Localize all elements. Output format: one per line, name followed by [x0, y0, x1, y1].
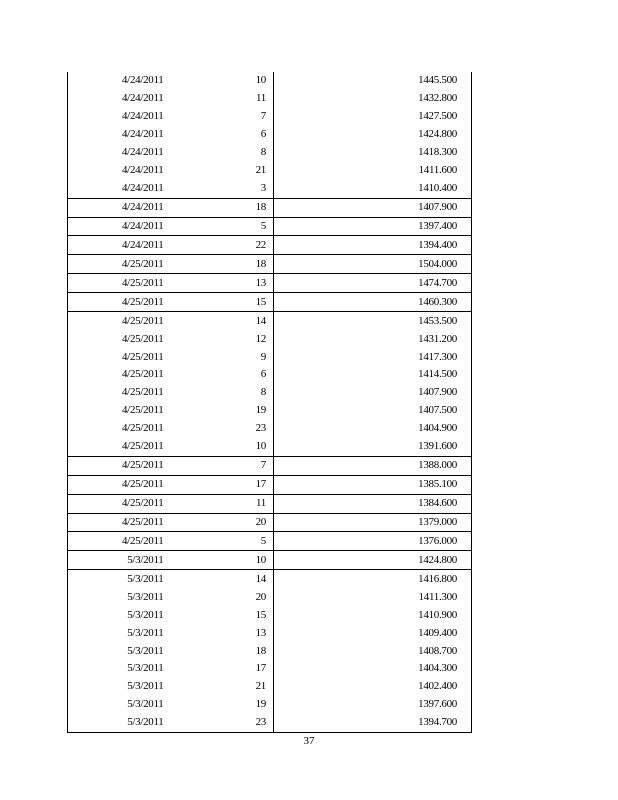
hour-cell: 10 [167, 72, 274, 90]
hour-cell: 15 [167, 606, 274, 624]
price-cell: 1445.500 [274, 72, 472, 90]
price-cell: 1407.900 [274, 198, 472, 217]
table-row [68, 513, 472, 532]
date-cell: 5/3/2011 [68, 588, 167, 606]
price-cell: 1414.500 [274, 366, 472, 384]
table-row [68, 588, 472, 606]
price-cell: 1404.300 [274, 660, 472, 678]
date-cell: 4/24/2011 [68, 162, 167, 180]
table-row [68, 274, 472, 293]
price-cell: 1417.300 [274, 348, 472, 366]
table-row [68, 293, 472, 312]
table-row [68, 570, 472, 588]
date-cell: 4/25/2011 [68, 330, 167, 348]
price-cell: 1410.400 [274, 180, 472, 198]
date-cell: 5/3/2011 [68, 714, 167, 732]
hour-cell: 10 [167, 438, 274, 456]
table-row [68, 642, 472, 660]
hour-cell: 8 [167, 384, 274, 402]
table-row [68, 420, 472, 438]
data-table [67, 72, 472, 733]
price-cell: 1474.700 [274, 274, 472, 293]
hour-cell: 6 [167, 366, 274, 384]
price-cell: 1424.800 [274, 126, 472, 144]
date-cell: 5/3/2011 [68, 678, 167, 696]
hour-cell: 17 [167, 660, 274, 678]
price-cell: 1394.400 [274, 236, 472, 255]
date-cell: 4/25/2011 [68, 366, 167, 384]
date-cell: 4/25/2011 [68, 312, 167, 330]
price-cell: 1376.000 [274, 532, 472, 551]
table-row [68, 660, 472, 678]
date-cell: 4/24/2011 [68, 236, 167, 255]
price-cell: 1385.100 [274, 475, 472, 494]
price-cell: 1384.600 [274, 494, 472, 513]
price-cell: 1407.900 [274, 384, 472, 402]
price-cell: 1418.300 [274, 144, 472, 162]
table-row [68, 126, 472, 144]
hour-cell: 5 [167, 532, 274, 551]
date-cell: 4/25/2011 [68, 402, 167, 420]
hour-cell: 21 [167, 678, 274, 696]
date-cell: 4/24/2011 [68, 198, 167, 217]
date-cell: 5/3/2011 [68, 696, 167, 714]
table-row [68, 198, 472, 217]
hour-cell: 19 [167, 696, 274, 714]
date-cell: 4/25/2011 [68, 494, 167, 513]
date-cell: 4/25/2011 [68, 475, 167, 494]
hour-cell: 14 [167, 570, 274, 588]
date-cell: 4/25/2011 [68, 384, 167, 402]
table-row [68, 180, 472, 198]
hour-cell: 14 [167, 312, 274, 330]
hour-cell: 10 [167, 551, 274, 570]
hour-cell: 22 [167, 236, 274, 255]
table-row [68, 366, 472, 384]
price-cell: 1432.800 [274, 90, 472, 108]
hour-cell: 18 [167, 642, 274, 660]
hour-cell: 15 [167, 293, 274, 312]
date-cell: 4/24/2011 [68, 180, 167, 198]
price-cell: 1397.600 [274, 696, 472, 714]
table-row [68, 72, 472, 90]
date-cell: 4/25/2011 [68, 532, 167, 551]
hour-cell: 17 [167, 475, 274, 494]
date-cell: 4/25/2011 [68, 513, 167, 532]
price-cell: 1404.900 [274, 420, 472, 438]
table-row [68, 108, 472, 126]
table-row [68, 438, 472, 456]
table-row [68, 456, 472, 475]
price-cell: 1460.300 [274, 293, 472, 312]
date-cell: 4/25/2011 [68, 348, 167, 366]
hour-cell: 20 [167, 513, 274, 532]
date-cell: 4/25/2011 [68, 456, 167, 475]
table-row [68, 90, 472, 108]
hour-cell: 11 [167, 90, 274, 108]
hour-cell: 5 [167, 217, 274, 236]
date-cell: 5/3/2011 [68, 624, 167, 642]
price-cell: 1411.600 [274, 162, 472, 180]
date-cell: 5/3/2011 [68, 606, 167, 624]
table-row [68, 475, 472, 494]
hour-cell: 23 [167, 420, 274, 438]
price-cell: 1407.500 [274, 402, 472, 420]
page-number: 37 [303, 735, 315, 747]
date-cell: 5/3/2011 [68, 660, 167, 678]
table-row [68, 551, 472, 570]
hour-cell: 6 [167, 126, 274, 144]
date-cell: 4/24/2011 [68, 90, 167, 108]
date-cell: 4/24/2011 [68, 144, 167, 162]
table-row [68, 714, 472, 732]
price-cell: 1402.400 [274, 678, 472, 696]
price-cell: 1424.800 [274, 551, 472, 570]
date-cell: 4/25/2011 [68, 255, 167, 274]
hour-cell: 7 [167, 456, 274, 475]
table-row [68, 236, 472, 255]
hour-cell: 21 [167, 162, 274, 180]
table-row [68, 494, 472, 513]
price-cell: 1394.700 [274, 714, 472, 732]
date-cell: 4/24/2011 [68, 217, 167, 236]
price-cell: 1504.000 [274, 255, 472, 274]
date-cell: 5/3/2011 [68, 642, 167, 660]
hour-cell: 8 [167, 144, 274, 162]
price-cell: 1397.400 [274, 217, 472, 236]
table-row [68, 255, 472, 274]
hour-cell: 20 [167, 588, 274, 606]
table-row [68, 348, 472, 366]
price-cell: 1409.400 [274, 624, 472, 642]
date-cell: 5/3/2011 [68, 570, 167, 588]
date-cell: 4/24/2011 [68, 126, 167, 144]
table-row [68, 402, 472, 420]
hour-cell: 18 [167, 198, 274, 217]
hour-cell: 13 [167, 624, 274, 642]
date-cell: 4/24/2011 [68, 72, 167, 90]
date-cell: 5/3/2011 [68, 551, 167, 570]
price-cell: 1408.700 [274, 642, 472, 660]
price-cell: 1411.300 [274, 588, 472, 606]
table-row [68, 696, 472, 714]
table-row [68, 312, 472, 330]
price-cell: 1431.200 [274, 330, 472, 348]
price-cell: 1416.800 [274, 570, 472, 588]
hour-cell: 12 [167, 330, 274, 348]
table-row [68, 624, 472, 642]
table-row [68, 330, 472, 348]
hour-cell: 7 [167, 108, 274, 126]
table-row [68, 532, 472, 551]
price-cell: 1410.900 [274, 606, 472, 624]
price-cell: 1388.000 [274, 456, 472, 475]
table-row [68, 162, 472, 180]
hour-cell: 18 [167, 255, 274, 274]
table-body [68, 72, 472, 732]
date-cell: 4/25/2011 [68, 420, 167, 438]
price-cell: 1427.500 [274, 108, 472, 126]
date-cell: 4/24/2011 [68, 108, 167, 126]
price-cell: 1391.600 [274, 438, 472, 456]
date-cell: 4/25/2011 [68, 438, 167, 456]
date-cell: 4/25/2011 [68, 293, 167, 312]
table-row [68, 678, 472, 696]
date-cell: 4/25/2011 [68, 274, 167, 293]
hour-cell: 3 [167, 180, 274, 198]
table-row [68, 384, 472, 402]
price-cell: 1453.500 [274, 312, 472, 330]
table-row [68, 144, 472, 162]
hour-cell: 11 [167, 494, 274, 513]
hour-cell: 19 [167, 402, 274, 420]
hour-cell: 9 [167, 348, 274, 366]
price-cell: 1379.000 [274, 513, 472, 532]
hour-cell: 23 [167, 714, 274, 732]
table-row [68, 217, 472, 236]
hour-cell: 13 [167, 274, 274, 293]
table-row [68, 606, 472, 624]
